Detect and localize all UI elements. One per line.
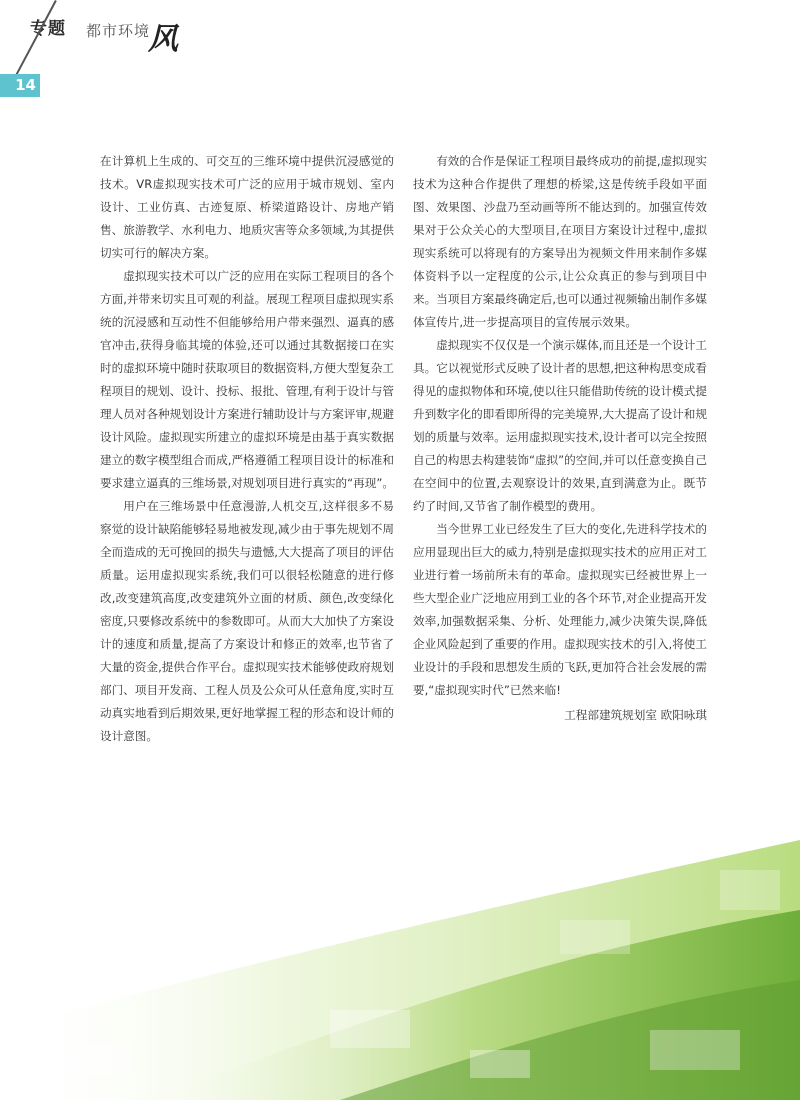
- article-paragraph: 用户在三维场景中任意漫游,人机交互,这样很多不易察觉的设计缺陷能够轻易地被发现,减少由于事先规划不周全而造成的无可挽回的损失与遗憾,大大提高了项目的评估质量。运用虚拟现实系统,我们可以很轻松随意的进行修改,改变建筑高度,改变建筑外立面的材质、颜色,改变绿化密度,只要修改系统中的参数即可。从而大大加快了方案设计的速度和质量,提高了方案设计和修正的效率,也节省了大量的资金,提供合作平台。虚拟现实技术能够使政府规划部门、项目开发商、工程人员及公众可从任意角度,实时互动真实地看到后期效果,更好地掌握工程的形态和设计师的设计意图。: [100, 499, 394, 743]
- article-left-column: [100, 150, 394, 748]
- column-calligraphy-mark: 风: [148, 22, 178, 57]
- page-header: [0, 0, 800, 110]
- page-number: 14: [15, 76, 36, 94]
- header-divider-line: [13, 0, 57, 80]
- article-paragraph: 虚拟现实技术可以广泛的应用在实际工程项目的各个方面,并带来切实且可观的利益。展现工程项目虚拟现实系统的沉浸感和互动性不但能够给用户带来强烈、逼真的感官冲击,获得身临其境的体验,还可以通过其数据接口在实时的虚拟环境中随时获取项目的数据资料,方便大型复杂工程项目的规划、设计、投标、报批、管理,有利于设计与管理人员对各种规划设计方案进行辅助设计与方案评审,规避设计风险。虚拟现实所建立的虚拟环境是由基于真实数据建立的数字模型组合而成,严格遵循工程项目设计的标准和要求建立逼真的三维场景,对规划项目进行真实的“再现”。: [100, 269, 394, 490]
- article-paragraph: 虚拟现实不仅仅是一个演示媒体,而且还是一个设计工具。它以视觉形式反映了设计者的思想,把这种构思变成看得见的虚拟物体和环境,使以往只能借助传统的设计模式提升到数字化的即看即所得的完美境界,大大提高了设计和规划的质量与效率。运用虚拟现实技术,设计者可以完全按照自己的构思去构建装饰“虚拟”的空间,并可以任意变换自己在空间中的位置,去观察设计的效果,直到满意为止。既节约了时间,又节省了制作模型的费用。: [413, 338, 707, 513]
- page-number-tab: [0, 74, 40, 97]
- article-right-column: [413, 150, 707, 727]
- footer-green-decoration: [0, 800, 800, 1100]
- article-paragraph: 当今世界工业已经发生了巨大的变化,先进科学技术的应用显现出巨大的威力,特别是虚拟现实技术的应用正对工业进行着一场前所未有的革命。虚拟现实已经被世界上一些大型企业广泛地应用到工业的各个环节,对企业提高开发效率,加强数据采集、分析、处理能力,减少决策失误,降低企业风险起到了重要的作用。虚拟现实技术的引入,将使工业设计的手段和思想发生质的飞跃,更加符合社会发展的需要,“虚拟现实时代”已然来临!: [413, 522, 707, 697]
- column-name: 都市环境: [86, 22, 151, 40]
- article-paragraph: 有效的合作是保证工程项目最终成功的前提,虚拟现实技术为这种合作提供了理想的桥梁,这是传统手段如平面图、效果图、沙盘乃至动画等所不能达到的。加强宣传效果对于公众关心的大型项目,在项目方案设计过程中,虚拟现实系统可以将现有的方案导出为视频文件用来制作多媒体资料予以一定程度的公示,让公众真正的参与到项目中来。当项目方案最终确定后,也可以通过视频输出制作多媒体宣传片,进一步提高项目的宣传展示效果。: [413, 154, 707, 329]
- section-label: 专题: [30, 19, 66, 39]
- article-paragraph: 在计算机上生成的、可交互的三维环境中提供沉浸感觉的技术。VR虚拟现实技术可广泛的应用于城市规划、室内设计、工业仿真、古迹复原、桥梁道路设计、房地产销售、旅游教学、水利电力、地质灾害等众多领域,为其提供切实可行的解决方案。: [100, 154, 394, 260]
- author-signature: 工程部建筑规划室 欧阳咏琪: [564, 708, 707, 722]
